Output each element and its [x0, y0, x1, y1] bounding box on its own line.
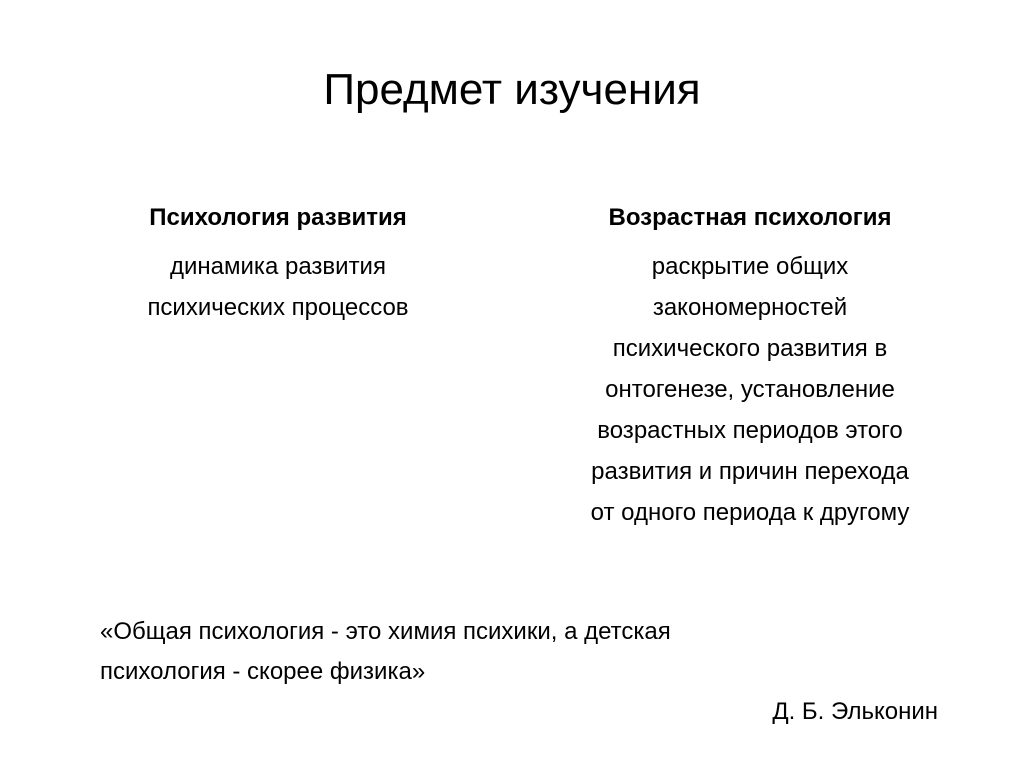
- left-column-heading: Психология развития: [149, 204, 407, 231]
- right-column-line: раскрытие общих: [651, 253, 849, 280]
- slide-title: Предмет изучения: [323, 65, 701, 114]
- right-column-heading: Возрастная психология: [608, 204, 892, 231]
- right-column-line: психического развития в: [612, 335, 888, 362]
- quote: [100, 612, 960, 692]
- right-column-line: закономерностей: [652, 294, 848, 321]
- quote-line: «Общая психология - это химия психики, а детская: [100, 618, 671, 645]
- right-column-line: от одного периода к другому: [590, 499, 910, 526]
- left-column-line: динамика развития: [170, 253, 386, 280]
- right-column-text: [500, 246, 1000, 533]
- right-column-line: онтогенезе, установление: [605, 376, 895, 403]
- left-column: [78, 200, 478, 328]
- quote-author: Д. Б. Эльконин: [772, 698, 938, 725]
- right-column-line: возрастных периодов этого: [597, 417, 903, 444]
- left-column-line: психических процессов: [147, 294, 409, 321]
- left-column-text: [78, 246, 478, 328]
- quote-line: психология - скорее физика»: [100, 658, 426, 685]
- right-column: [500, 200, 1000, 533]
- right-column-line: развития и причин перехода: [591, 458, 909, 485]
